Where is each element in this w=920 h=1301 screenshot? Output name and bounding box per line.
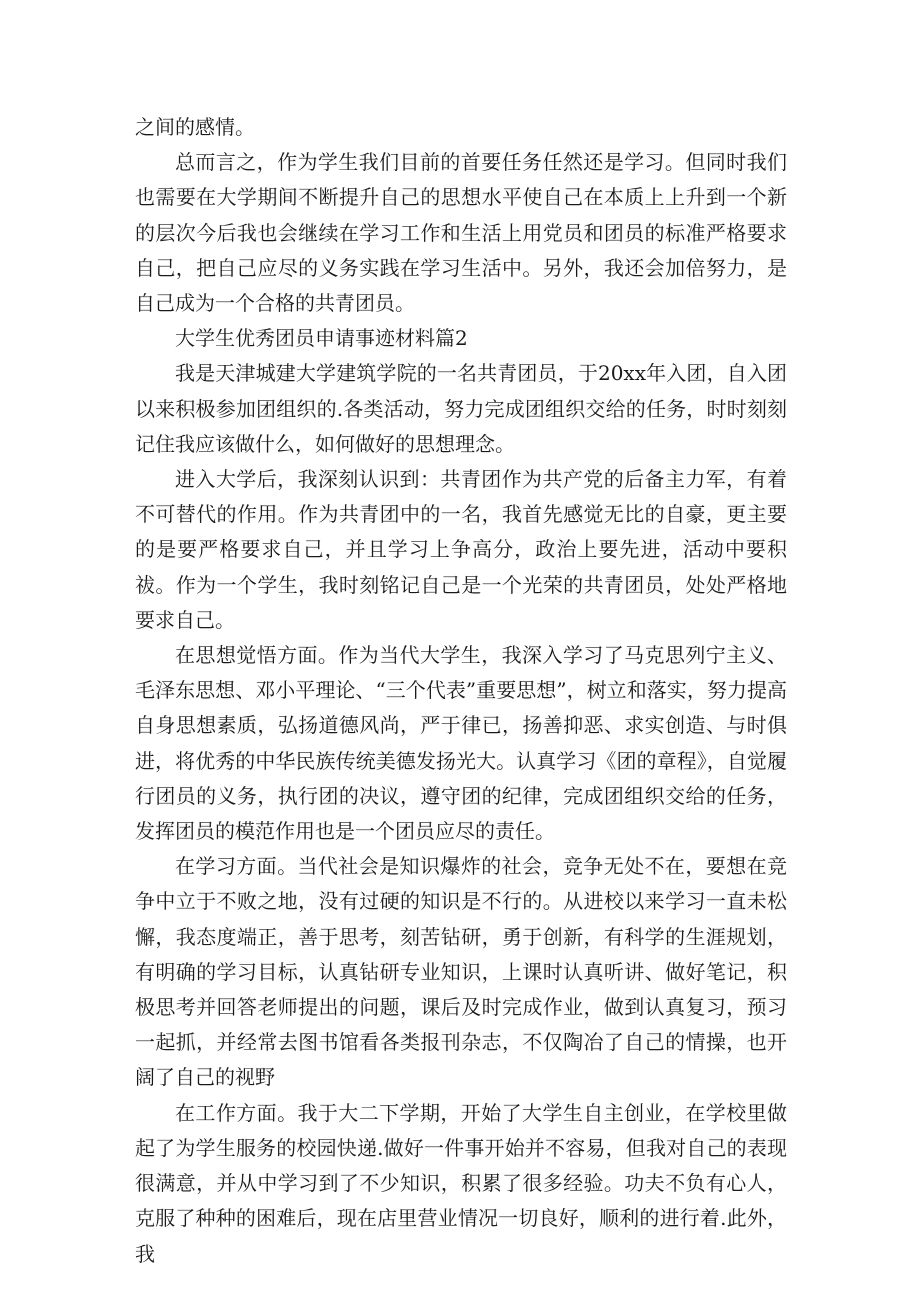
paragraph-study: 在学习方面。当代社会是知识爆炸的社会，竞争无处不在，要想在竞争中立于不败之地，没有过硬的知识是不行的。从进校以来学习一直未松懈，我态度端正，善于思考，刻苦钻研，勇于创新，有科学的生涯规划，有明确的学习目标，认真钻研专业知识，上课时认真听讲、做好笔记，积极思考并回答老师提出的问题，课后及时完成作业，做到认真复习，预习一起抓，并经常去图书馆看各类报刊杂志，不仅陶冶了自己的情操，也开阔了自己的视野 [135, 854, 787, 1090]
document-body [135, 110, 787, 1272]
paragraph-continued: 之间的感情。 [135, 115, 255, 139]
paragraph-work: 在工作方面。我于大二下学期，开始了大学生自主创业，在学校里做起了为学生服务的校园快递.做好一件事开始并不容易，但我对自己的表现很满意，并从中学习到了不少知识，积累了很多经验。功夫不负有心人，克服了种种的困难后，现在店里营业情况一切良好，顺利的进行着.此外，我 [135, 1100, 787, 1266]
paragraph-intro: 我是天津城建大学建筑学院的一名共青团员，于20xx年入团，自入团以来积极参加团组织的.各类活动，努力完成团组织交给的任务，时时刻刻记住我应该做什么，如何做好的思想理念。 [135, 361, 787, 456]
paragraph-summary: 总而言之，作为学生我们目前的首要任务任然还是学习。但同时我们也需要在大学期间不断提升自己的思想水平使自己在本质上上升到一个新的层次今后我也会继续在学习工作和生活上用党员和团员的标准严格要求自己，把自己应尽的义务实践在学习生活中。另外，我还会加倍努力，是自己成为一个合格的共青团员。 [135, 150, 787, 316]
section-heading: 大学生优秀团员申请事迹材料篇2 [175, 326, 468, 351]
paragraph-university: 进入大学后，我深刻认识到：共青团作为共产党的后备主力军，有着不可替代的作用。作为共青团中的一名，我首先感觉无比的自豪，更主要的是要严格要求自己，并且学习上争高分，政治上要先进，活动中要积祓。作为一个学生，我时刻铭记自己是一个光荣的共青团员，处处严格地要求自己。 [135, 467, 787, 632]
paragraph-ideology: 在思想觉悟方面。作为当代大学生，我深入学习了马克思列宁主义、毛泽东思想、邓小平理论、“三个代表”重要思想”，树立和落实，努力提高自身思想素质，弘扬道德风尚，严于律已，扬善抑恶、求实创造、与时俱进，将优秀的中华民族传统美德发扬光大。认真学习《团的章程》，自觉履行团员的义务，执行团的决议，遵守团的纪律，完成团组织交给的任务，发挥团员的模范作用也是一个团员应尽的责任。 [135, 643, 787, 844]
